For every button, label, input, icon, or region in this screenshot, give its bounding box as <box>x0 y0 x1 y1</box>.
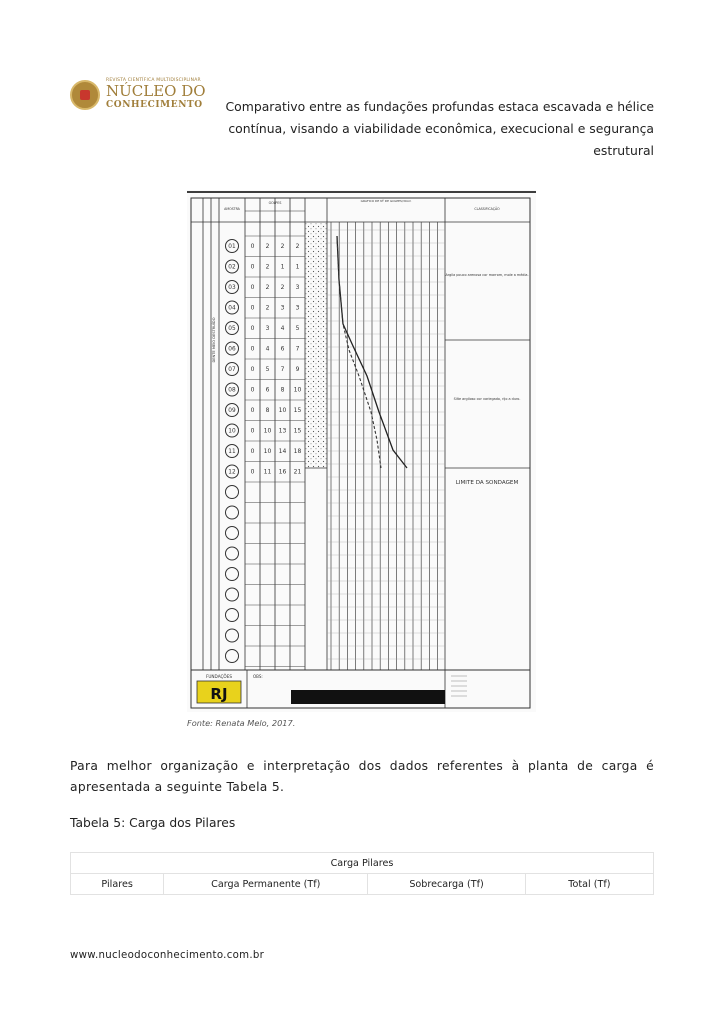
blow-count-value: 2 <box>265 304 270 312</box>
sample-number: 08 <box>228 387 236 394</box>
blow-count-value: 0 <box>250 386 255 394</box>
journal-logo <box>70 78 210 114</box>
blow-count-value: 10 <box>293 386 302 394</box>
pillar-load-table <box>70 852 654 895</box>
blow-count-value: 0 <box>250 325 255 332</box>
logo-tagline: REVISTA CIENTÍFICA MULTIDISCIPLINAR <box>106 78 201 83</box>
company-label: FUNDAÇÕES <box>205 674 233 679</box>
blow-count-value: 4 <box>265 345 270 353</box>
sample-number: 12 <box>228 469 236 476</box>
blow-count-value: 15 <box>293 427 302 435</box>
blow-count-value: 13 <box>278 427 287 435</box>
blow-count-value: 3 <box>280 304 285 312</box>
graph-header-label: GRAFICO DE Nº DE GOLPES/30cm <box>360 199 412 203</box>
running-title: Comparativo entre as fundações profundas estaca escavada e hélice contínua, visando a viabilidade econômica, execucional e segurança estrutural <box>225 99 654 158</box>
blow-count-value: 16 <box>278 468 287 476</box>
body-paragraph: Para melhor organização e interpretação dos dados referentes à planta de carga é apresentada a seguinte Tabela 5. <box>70 759 654 794</box>
sample-number: 10 <box>228 428 236 435</box>
sample-number: 04 <box>228 305 236 312</box>
blow-count-value: 0 <box>250 263 255 271</box>
blow-count-value: 0 <box>250 448 255 455</box>
figure-caption: Fonte: Renata Melo, 2017. <box>187 718 296 728</box>
column-header-overload: Sobrecarga (Tf) <box>368 874 525 895</box>
blow-count-value: 3 <box>295 284 300 291</box>
sample-circle <box>226 629 239 642</box>
blow-count-value: 18 <box>293 448 302 455</box>
blow-count-value: 0 <box>250 243 255 250</box>
redacted-bar <box>291 690 445 704</box>
blow-count-value: 8 <box>280 386 285 394</box>
blow-count-value: 2 <box>265 263 270 271</box>
sample-circle <box>226 650 239 663</box>
blow-count-value: 0 <box>250 427 255 435</box>
classification-header-label: CLASSIFICAÇÃO <box>474 207 500 211</box>
footer-url: www.nucleodoconhecimento.com.br <box>70 950 265 961</box>
blow-count-value: 15 <box>293 407 302 414</box>
samples-header-label: AMOSTRA <box>224 207 240 211</box>
table-label: Tabela 5: Carga dos Pilares <box>70 816 236 830</box>
blow-count-value: 2 <box>280 284 285 291</box>
blow-count-value: 10 <box>263 427 272 435</box>
sample-number: 09 <box>228 408 236 414</box>
table-header-row <box>71 874 654 895</box>
blow-count-value: 10 <box>278 407 287 414</box>
sample-number: 07 <box>228 367 236 373</box>
blow-count-value: 2 <box>265 243 270 250</box>
blow-count-value: 2 <box>295 243 300 250</box>
table-title: Carga Pilares <box>71 853 654 874</box>
soil-hatch-column <box>305 222 326 468</box>
depth-vertical-label: DENTE MEIO DESTRUÍDO <box>212 317 216 363</box>
table-title-row <box>71 853 654 874</box>
blow-count-value: 3 <box>295 304 300 312</box>
company-logo-mark: RJ <box>210 685 228 703</box>
layer-description-1: Argila pouco arenosa cor marrom, mole a média. <box>445 273 529 277</box>
sample-number: 03 <box>228 285 236 291</box>
blow-count-value: 6 <box>280 345 285 353</box>
column-header-pillars: Pilares <box>71 874 164 895</box>
blow-count-value: 5 <box>265 366 270 373</box>
limit-label: LIMITE DA SONDAGEM <box>455 480 519 486</box>
logo-subname: CONHECIMENTO <box>106 100 203 110</box>
blow-count-value: 1 <box>280 263 285 271</box>
blow-count-value: 6 <box>265 386 270 394</box>
blow-count-value: 9 <box>295 366 300 373</box>
blow-count-value: 14 <box>278 448 287 455</box>
sample-circle <box>226 568 239 581</box>
blow-count-value: 0 <box>250 468 255 476</box>
blow-count-value: 21 <box>293 468 302 476</box>
sample-circle <box>226 588 239 601</box>
blow-count-value: 4 <box>280 325 285 332</box>
layer-description-2: Silte argiloso cor variegado, rijo a duro. <box>453 397 521 401</box>
blow-count-value: 10 <box>263 448 272 455</box>
sample-number: 05 <box>228 326 236 332</box>
sample-circle <box>226 486 239 499</box>
column-header-permanent-load: Carga Permanente (Tf) <box>164 874 368 895</box>
sample-number: 06 <box>228 346 236 353</box>
borehole-log-figure <box>187 190 536 712</box>
blow-count-value: 7 <box>295 345 300 353</box>
blow-count-value: 8 <box>265 407 270 414</box>
blow-count-value: 3 <box>265 325 270 332</box>
blow-count-value: 11 <box>263 468 272 476</box>
sample-number: 02 <box>228 264 236 271</box>
blow-count-value: 1 <box>295 263 300 271</box>
obs-label: OBS: <box>253 674 263 679</box>
blow-count-value: 7 <box>280 366 285 373</box>
blow-count-value: 5 <box>295 325 300 332</box>
blows-header-label: GOLPES <box>268 201 282 205</box>
blow-count-value: 2 <box>265 284 270 291</box>
blow-count-value: 0 <box>250 366 255 373</box>
blow-count-value: 0 <box>250 304 255 312</box>
column-header-total: Total (Tf) <box>525 874 653 895</box>
blow-count-value: 0 <box>250 345 255 353</box>
logo-seal-icon <box>70 80 100 110</box>
sample-circle <box>226 547 239 560</box>
sample-number: 11 <box>228 449 236 455</box>
blow-count-value: 2 <box>280 243 285 250</box>
sample-number: 01 <box>228 244 236 250</box>
sample-circle <box>226 609 239 622</box>
sample-circle <box>226 527 239 540</box>
borehole-log-drawing <box>187 190 536 712</box>
sample-circle <box>226 506 239 519</box>
blow-count-value: 0 <box>250 407 255 414</box>
logo-name: NÚCLEO DO <box>106 82 206 100</box>
blow-count-value: 0 <box>250 284 255 291</box>
